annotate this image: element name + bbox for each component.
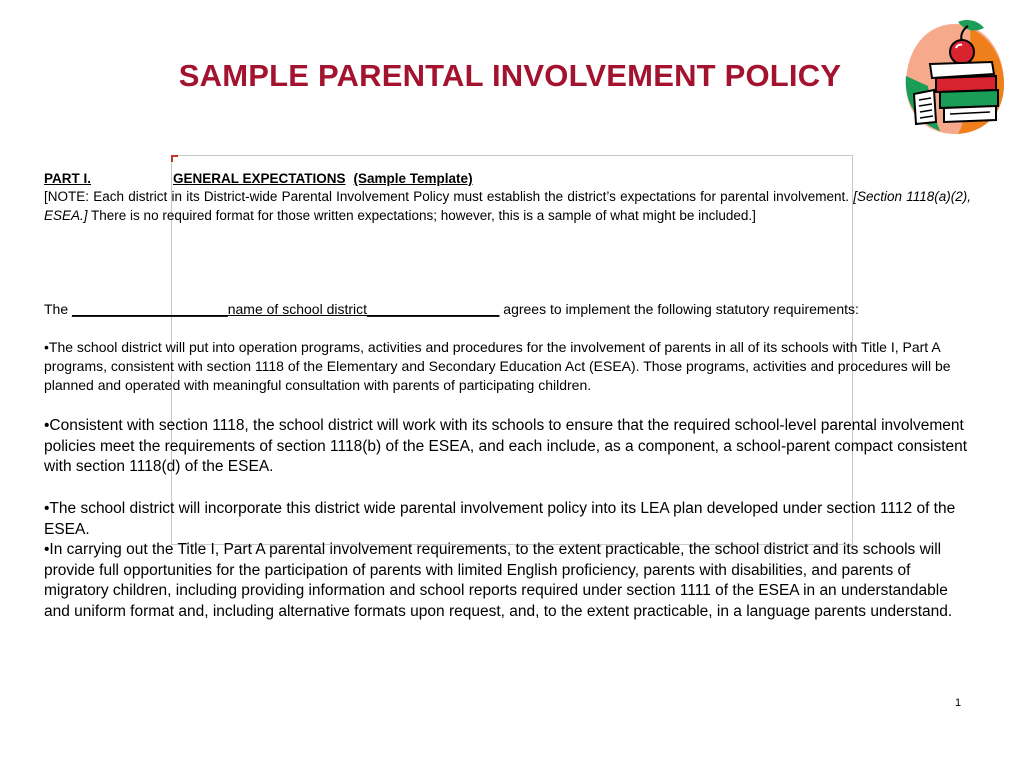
part-subtitle: (Sample Template) (353, 171, 473, 186)
note-text-b: There is no required format for those written expectations; however, this is a sample of what might be included.] (87, 208, 756, 223)
note-paragraph (44, 187, 971, 225)
part-title: GENERAL EXPECTATIONS (173, 171, 346, 186)
requirement-bullet-3: •The school district will incorporate this district wide parental involvement policy into its LEA plan developed under section 1112 of the ESEA. (44, 500, 956, 538)
requirement-bullet-2: •Consistent with section 1118, the school district will work with its schools to ensure that the required school-level parental involvement policies meet the requirements of section 1118(b) of the ESEA, and each include, as a component, a school-parent compact consistent with section 1118(d) of the ESEA. (44, 417, 968, 475)
apple-books-clipart-icon (900, 16, 1010, 138)
part-label: PART I. (44, 171, 91, 186)
slide-title: SAMPLE PARENTAL INVOLVEMENT POLICY (178, 58, 842, 93)
district-name-blank: ____________________name of school district_________________ (72, 301, 500, 317)
agreement-statement (44, 300, 984, 318)
page-number: 1 (955, 697, 962, 709)
placeholder-marker (171, 155, 178, 162)
requirement-bullet-1: •The school district will put into operation programs, activities and procedures for the involvement of parents in all of its schools with Title I, Part A programs, consistent with section 1118 of the Elementary and Secondary Education Act (ESEA). Those programs, activities and procedures will be planned and operated with meaningful consultation with parents of participating children. (44, 339, 951, 393)
requirement-bullet-4: •In carrying out the Title I, Part A parental involvement requirements, to the extent practicable, the school district and its schools will provide full opportunities for the participation of parents with limited English proficiency, parents with disabilities, and parents of migratory children, including providing information and school reports required under section 1111 of the ESEA in an understandable and uniform format and, including alternative formats upon request, and, to the extent practicable, in a language parents understand. (44, 541, 953, 620)
part-heading (44, 170, 971, 187)
note-citation: [Section 1118(a)(2), ESEA.] (44, 189, 971, 223)
statement-prefix: The (44, 301, 73, 317)
policy-body (44, 170, 971, 620)
statement-suffix: agrees to implement the following statutory requirements: (499, 301, 859, 317)
note-text-a: [NOTE: Each district in its District-wide Parental Involvement Policy must establish the district’s expectations for parental involvement. (44, 189, 854, 204)
